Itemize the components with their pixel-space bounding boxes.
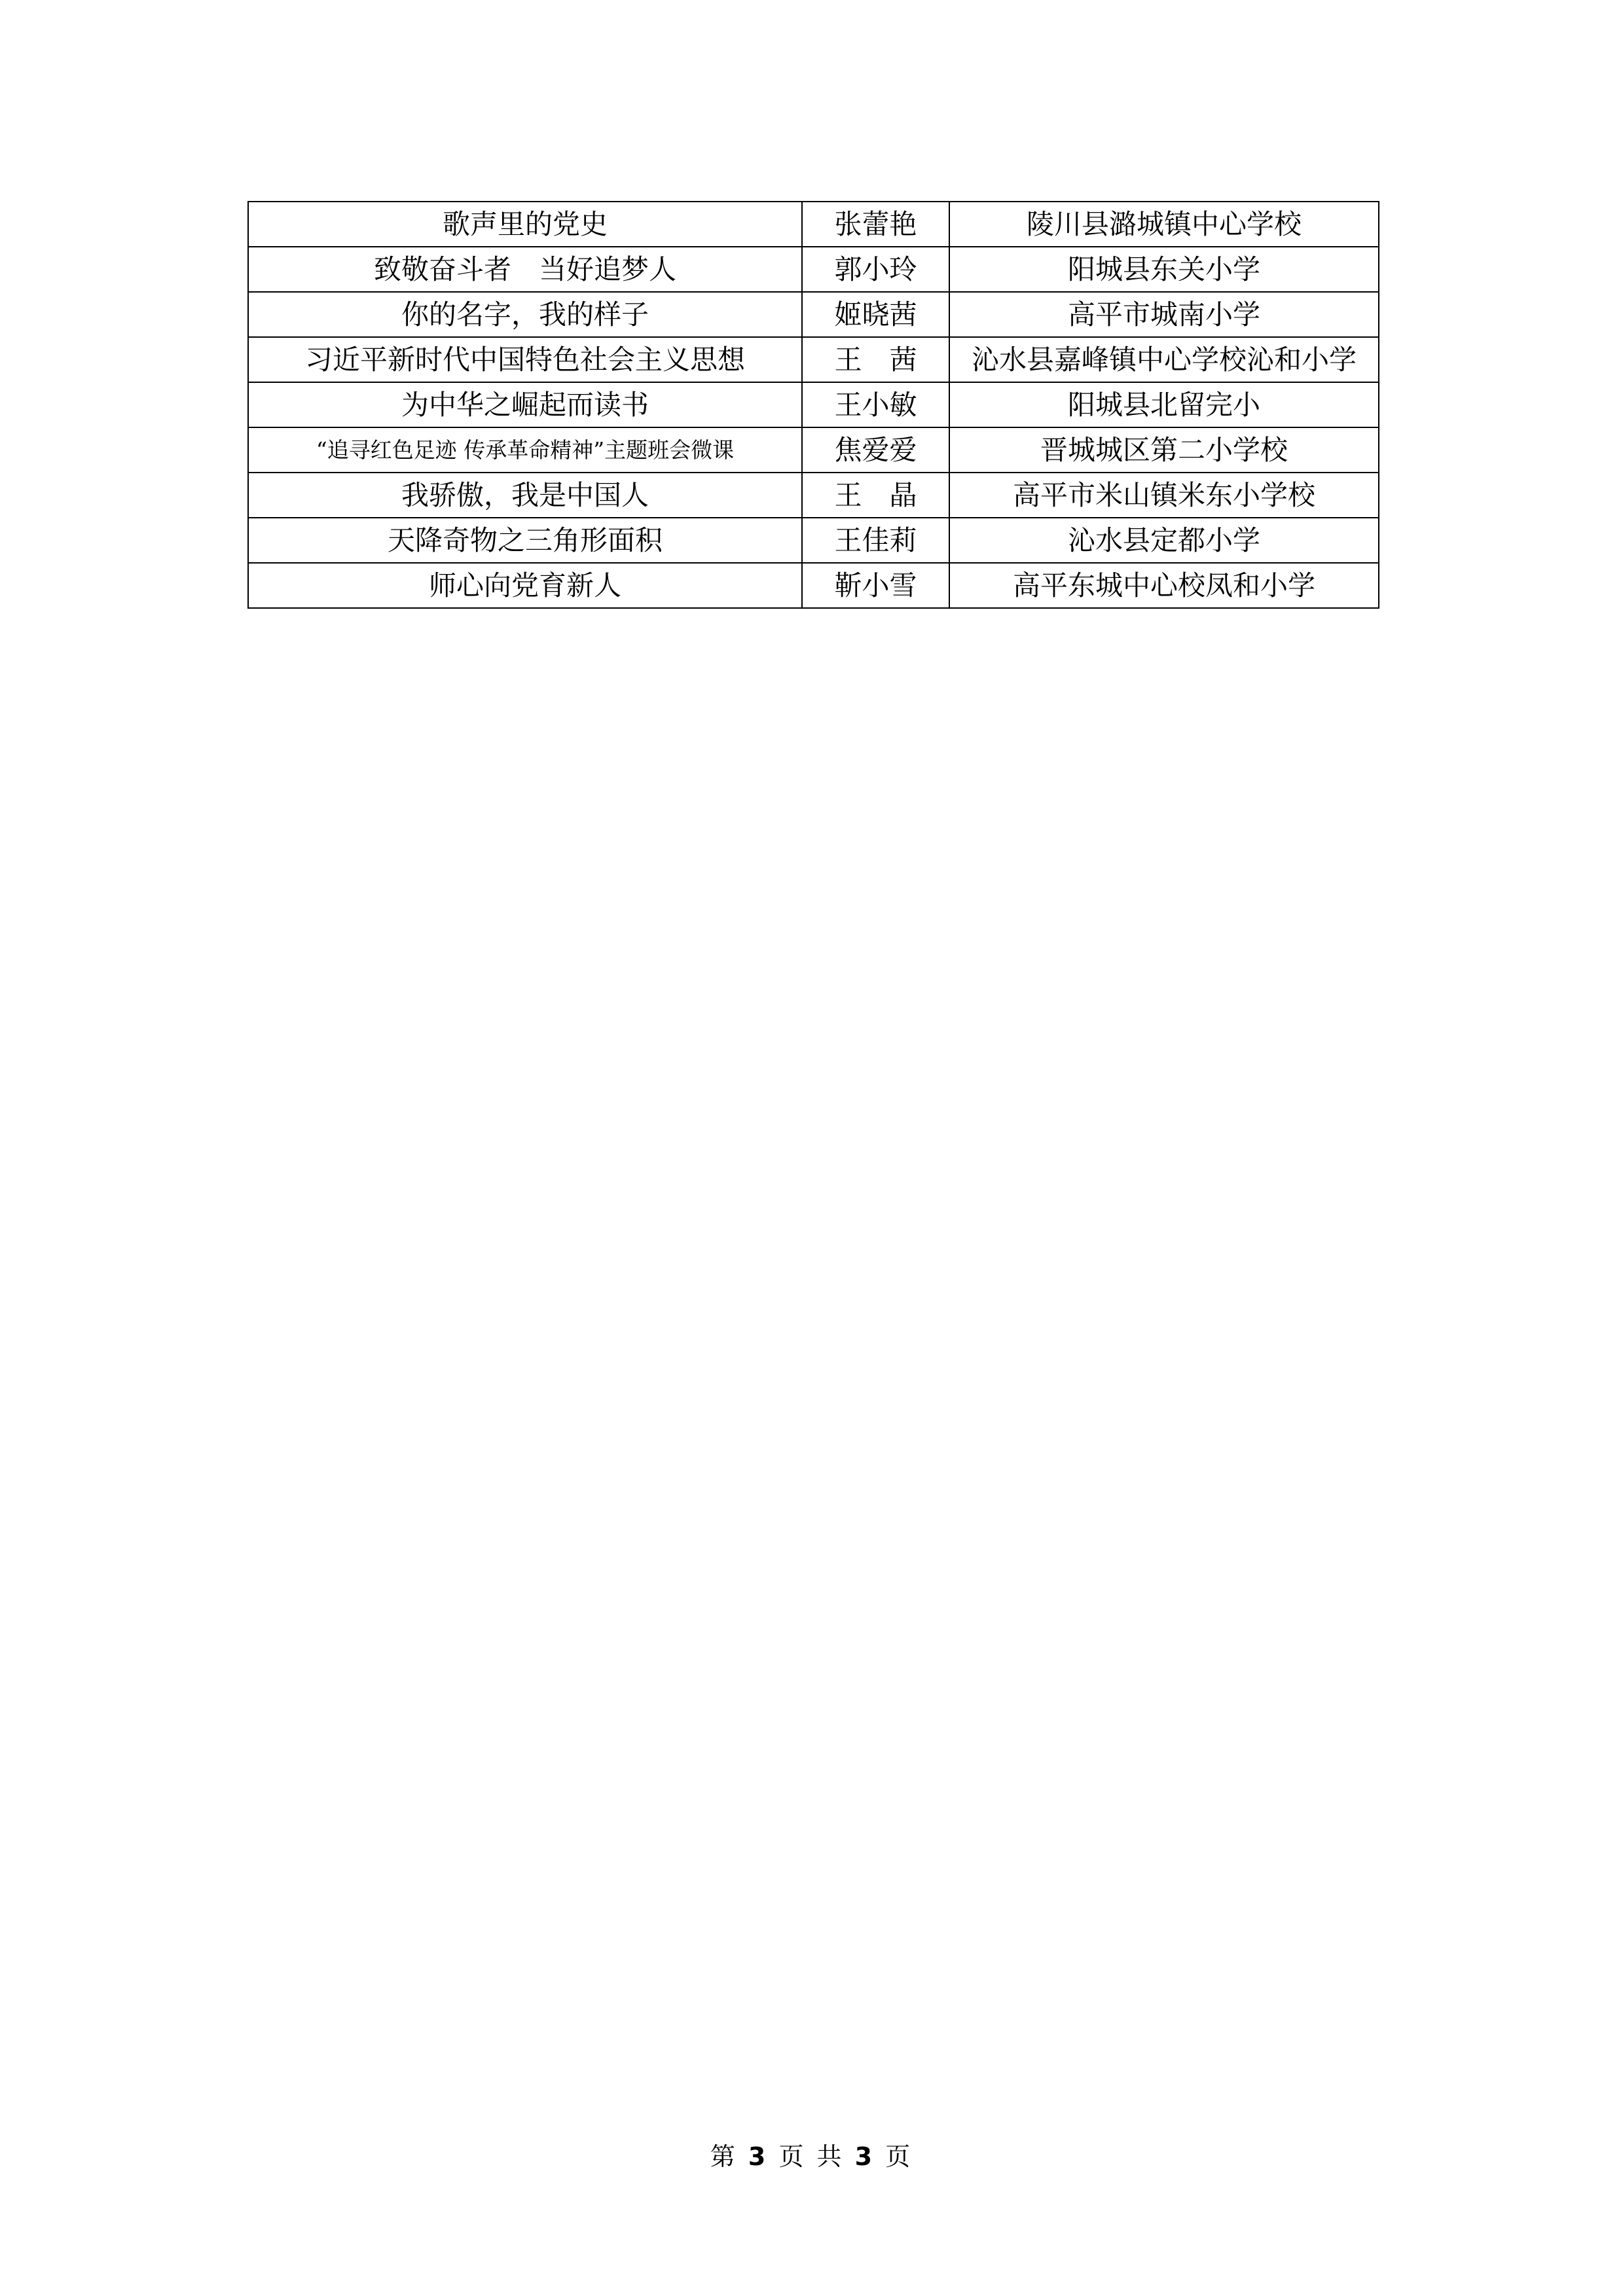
work-title-cell: 为中华之崛起而读书 [248, 382, 802, 427]
table-row [248, 247, 1379, 292]
school-cell: 高平市城南小学 [949, 292, 1379, 337]
table-row [248, 427, 1379, 473]
author-cell: 王小敏 [802, 382, 949, 427]
school-cell: 阳城县北留完小 [949, 382, 1379, 427]
author-cell: 郭小玲 [802, 247, 949, 292]
table-row [248, 337, 1379, 382]
author-cell: 靳小雪 [802, 563, 949, 608]
work-title-cell: “追寻红色足迹 传承革命精神”主题班会微课 [248, 427, 802, 473]
total-page-number: 3 [854, 2142, 875, 2171]
author-cell: 王 晶 [802, 473, 949, 518]
work-title-cell: 歌声里的党史 [248, 202, 802, 247]
author-cell: 王 茜 [802, 337, 949, 382]
work-title-cell: 致敬奋斗者 当好追梦人 [248, 247, 802, 292]
table-row [248, 292, 1379, 337]
school-cell: 晋城城区第二小学校 [949, 427, 1379, 473]
school-cell: 高平东城中心校凤和小学 [949, 563, 1379, 608]
page-footer [0, 2140, 1623, 2173]
author-cell: 张蕾艳 [802, 202, 949, 247]
work-title-cell: 习近平新时代中国特色社会主义思想 [248, 337, 802, 382]
work-title-cell: 天降奇物之三角形面积 [248, 518, 802, 563]
school-cell: 高平市米山镇米东小学校 [949, 473, 1379, 518]
school-cell: 沁水县定都小学 [949, 518, 1379, 563]
work-title-cell: 师心向党育新人 [248, 563, 802, 608]
author-cell: 王佳莉 [802, 518, 949, 563]
school-cell: 阳城县东关小学 [949, 247, 1379, 292]
author-cell: 焦爱爱 [802, 427, 949, 473]
award-table [247, 201, 1379, 609]
current-page-number: 3 [748, 2142, 769, 2171]
author-cell: 姬晓茜 [802, 292, 949, 337]
footer-suffix: 页 [885, 2142, 913, 2171]
table-row [248, 563, 1379, 608]
school-cell: 陵川县潞城镇中心学校 [949, 202, 1379, 247]
school-cell: 沁水县嘉峰镇中心学校沁和小学 [949, 337, 1379, 382]
work-title-cell: 我骄傲，我是中国人 [248, 473, 802, 518]
table-row [248, 473, 1379, 518]
table-row [248, 202, 1379, 247]
table-row [248, 518, 1379, 563]
footer-prefix: 第 [710, 2142, 738, 2171]
work-title-cell: 你的名字，我的样子 [248, 292, 802, 337]
footer-middle: 页 共 [778, 2142, 845, 2171]
table-row [248, 382, 1379, 427]
